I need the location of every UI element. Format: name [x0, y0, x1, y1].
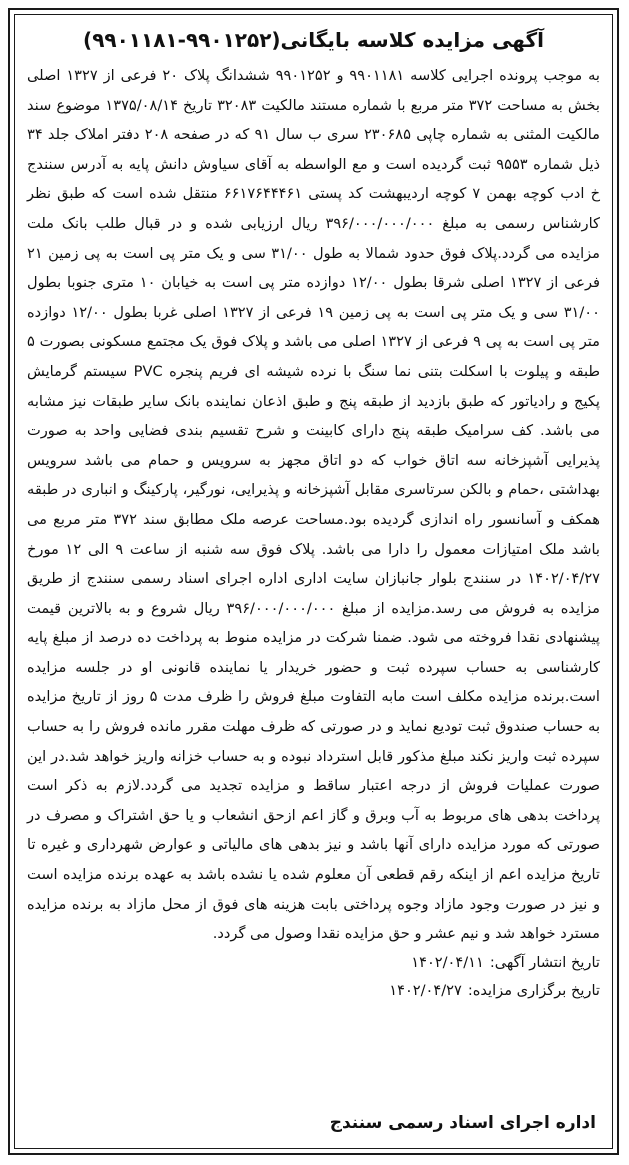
auction-date-label: تاریخ برگزاری مزایده: — [467, 981, 600, 999]
notice-title: آگهی مزایده کلاسه بایگانی(۹۹۰۱۲۵۲-۹۹۰۱۱۸۱) — [83, 28, 544, 52]
auction-date-line — [27, 977, 600, 1005]
notice-body: به موجب پرونده اجرایی کلاسه ۹۹۰۱۱۸۱ و ۹۹۰۱۲۵۲ ششدانگ پلاک ۲۰ فرعی از ۱۳۲۷ اصلی بخش به مساحت ۳۷۲ متر مربع با شماره مستند مالکیت ۳۲۰۸۳ تاریخ ۱۳۷۵/۰۸/۱۴ موضوع سند مالکیت المثنی به شماره چاپی ۲۳۰۶۸۵ سری ب سال ۹۱ که در صفحه ۲۰۸ دفتر املاک جلد ۳۴ ذیل شماره ۹۵۵۳ ثبت گردیده است و مع الواسطه به آقای سیاوش دانش پایه به آدرس سنندج خ ادب کوچه بهمن ۷ کوچه اردیبهشت کد پستی ۶۶۱۷۶۴۴۴۶۱ منتقل شده است که طبق نظر کارشناس رسمی به مبلغ ۳۹۶/۰۰۰/۰۰۰/۰۰۰ ریال ارزیابی شده و در قبال طلب بانک ملت مزایده می گردد.پلاک فوق حدود شمالا به طول ۳۱/۰۰ سی و یک متر پی است به پی زمین ۲۱ فرعی از ۱۳۲۷ اصلی شرقا بطول ۱۲/۰۰ دوازده متر پی است به خیابان ۱۰ متری جنوبا بطول ۳۱/۰۰ سی و یک متر پی است به پی زمین ۱۹ فرعی از ۱۳۲۷ اصلی غربا بطول ۱۲/۰۰ دوازده متر پی است به پی ۹ فرعی از ۱۳۲۷ اصلی می باشد و پلاک فوق یک مجتمع مسکونی بصورت ۵ طبقه و پیلوت با اسکلت بتنی نما سنگ با نرده شیشه ای فریم پنجره PVC سیستم گرمایش پکیج و رادیاتور که طبق بازدید از طبقه پنج و طبق اذعان نماینده بانک سایر طبقات نیز مشابه می باشد. کف سرامیک طبقه پنج دارای کابینت و شرح تقسیم بندی فضایی واحد به صورت پذیرایی آشپزخانه سه اتاق خواب که دو اتاق مجهز به سرویس و حمام می باشد سرویس بهداشتی ،حمام و بالکن سرتاسری مقابل آشپزخانه و پذیرایی، نورگیر، پارکینگ و انباری در طبقه همکف و آسانسور راه اندازی گردیده بود.مساحت عرصه ملک مطابق سند ۳۷۲ متر مربع می باشد ملک امتیازات معمول را دارا می باشد. پلاک فوق سه شنبه از ساعت ۹ الی ۱۲ مورخ ۱۴۰۲/۰۴/۲۷ در سنندج بلوار جانبازان سایت اداری اداره اجرای اسناد رسمی سنندج از طریق مزایده به فروش می رسد.مزایده از مبلغ ۳۹۶/۰۰۰/۰۰۰/۰۰۰ ریال شروع و به بالاترین قیمت پیشنهادی نقدا فروخته می شود. ضمنا شرکت در مزایده منوط به پرداخت ده درصد از مبلغ پایه کارشناسی به حساب سپرده ثبت و حضور خریدار یا نماینده قانونی او در جلسه مزایده است.برنده مزایده مکلف است مابه التفاوت مبلغ فروش را ظرف مدت ۵ روز از تاریخ مزایده به حساب صندوق ثبت تودیع نماید و در صورتی که ظرف مهلت مقرر مانده فروش را به حساب سپرده ثبت واریز نکند مبلغ مذکور قابل استرداد نبوده و به حساب خزانه واریز خواهد شد.در این صورت عملیات فروش از درجه اعتبار ساقط و مزایده تجدید می گردد.لازم به ذکر است پرداخت بدهی های مربوط به آب وبرق و گاز اعم ازحق انشعاب و یا حق اشتراک و مصرف در صورتی که مورد مزایده دارای آنها باشد و نیز بدهی های مالیاتی و عوارض شهرداری و غیره تا تاریخ مزایده اعم از اینکه رقم قطعی آن معلوم شده یا نشده باشد به عهده برنده مزایده است و نیز در صورت وجود مازاد وجوه پرداختی بابت هزینه های فوق از محل مازاد به برنده مزایده مسترد خواهد شد و نیم عشر و حق مزایده نقدا وصول می گردد. — [27, 67, 601, 943]
auction-date-value: ۱۴۰۲/۰۴/۲۷ — [389, 981, 462, 999]
publish-date-label: تاریخ انتشار آگهی: — [489, 953, 600, 971]
notice-content — [14, 14, 613, 1149]
publish-date-line — [27, 949, 600, 977]
publish-date-value: ۱۴۰۲/۰۴/۱۱ — [411, 953, 484, 971]
issuer-signature: اداره اجرای اسناد رسمی سنندج — [329, 1113, 596, 1133]
notice-frame — [8, 8, 619, 1155]
